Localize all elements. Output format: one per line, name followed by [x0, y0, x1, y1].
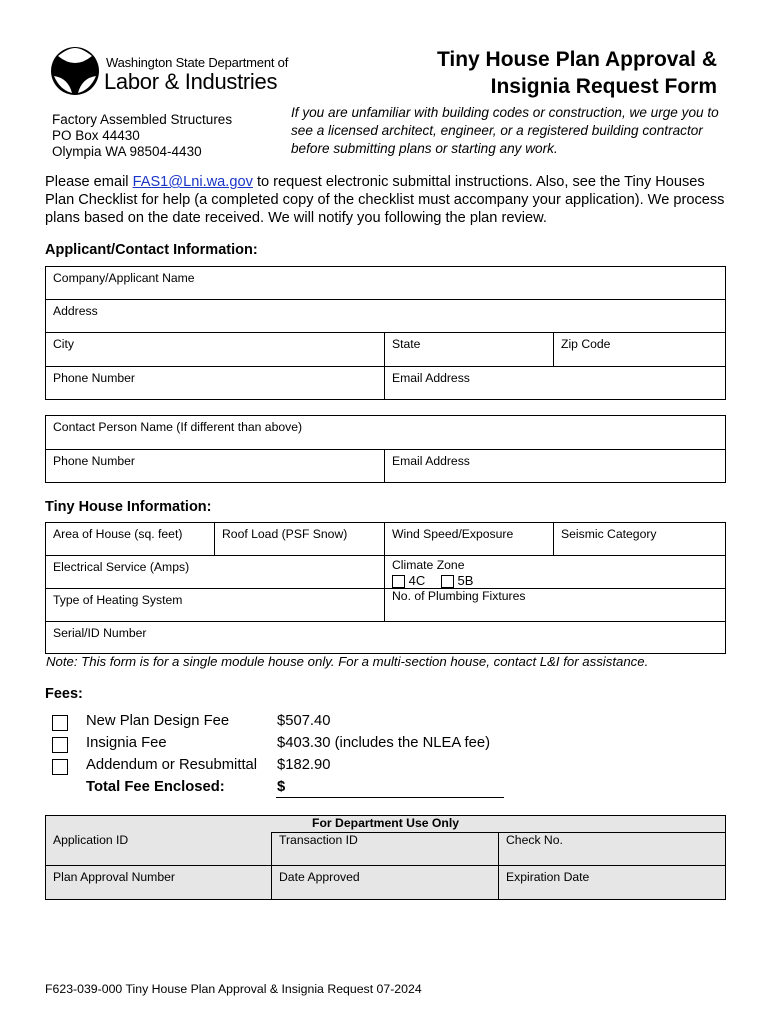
- address-line: Factory Assembled Structures: [52, 112, 233, 127]
- serial-label: Serial/ID Number: [53, 626, 147, 641]
- city-field[interactable]: [46, 333, 385, 367]
- total-fee-label: Total Fee Enclosed:: [86, 779, 225, 795]
- warning-text: If you are unfamiliar with building codes or construction, we urge you to see a licensed architect, engineer, or a registered building contractor before submitting plans or starting any work.: [291, 105, 719, 156]
- email-label: Email Address: [392, 371, 470, 385]
- heating-label: Type of Heating System: [53, 593, 183, 608]
- contact-email-field[interactable]: [385, 450, 726, 483]
- application-id-label: Application ID: [53, 832, 129, 847]
- heating-field[interactable]: [46, 589, 385, 622]
- climate-4c-label: 4C: [408, 573, 426, 588]
- note-text: Note: This form is for a single module house only. For a multi-section house, contact L&I for assistance.: [46, 654, 649, 669]
- area-label: Area of House (sq. feet): [53, 527, 183, 541]
- applicant-heading: Applicant/Contact Information:: [45, 242, 258, 258]
- fee-label: New Plan Design Fee: [86, 713, 230, 729]
- intro-paragraph: [45, 173, 735, 227]
- seismic-label: Seismic Category: [561, 527, 657, 541]
- form-title: [357, 46, 717, 100]
- contact-table: [45, 415, 726, 483]
- email-field[interactable]: [385, 367, 726, 400]
- electrical-label: Electrical Service (Amps): [53, 560, 190, 574]
- contact-name-label: Contact Person Name (If different than above): [53, 420, 303, 434]
- phone-label: Phone Number: [53, 371, 135, 385]
- fee-label: Insignia Fee: [86, 735, 167, 751]
- city-label: City: [53, 337, 74, 351]
- area-field[interactable]: [46, 523, 215, 556]
- date-approved-field: [272, 866, 499, 900]
- zip-label: Zip Code: [561, 337, 611, 351]
- fee-amount: $182.90: [277, 757, 331, 773]
- seismic-field[interactable]: [554, 523, 726, 556]
- company-name-label: Company/Applicant Name: [53, 271, 195, 285]
- climate-5b-label: 5B: [457, 573, 474, 588]
- intro-suffix: to request electronic submittal instructions. Also, see the Tiny Houses Plan Checklist for help (a completed copy of the checklist must accompany your application). We process plans based on the date received. We will notify you following the plan review.: [45, 174, 725, 226]
- total-fee-row: [52, 779, 522, 799]
- tiny-house-table: [45, 522, 726, 654]
- form-title-line2: Insignia Request Form: [490, 75, 717, 98]
- addendum-checkbox[interactable]: [52, 759, 68, 775]
- fee-amount: $507.40: [277, 713, 331, 729]
- climate-zone-label: Climate Zone: [392, 558, 465, 572]
- tiny-house-heading: Tiny House Information:: [45, 499, 212, 515]
- department-title: For Department Use Only: [46, 816, 726, 833]
- zip-field[interactable]: [554, 333, 726, 367]
- roof-load-field[interactable]: [215, 523, 385, 556]
- climate-5b-checkbox[interactable]: [441, 575, 454, 588]
- address-line: PO Box 44430: [52, 128, 140, 143]
- new-plan-checkbox[interactable]: [52, 715, 68, 731]
- mailing-address: [52, 112, 232, 160]
- plan-approval-label: Plan Approval Number: [53, 870, 175, 884]
- agency-name-large: Labor & Industries: [104, 69, 278, 94]
- wind-speed-label: Wind Speed/Exposure: [392, 527, 514, 541]
- fee-amount: $403.30 (includes the NLEA fee): [277, 735, 491, 751]
- address-line: Olympia WA 98504-4430: [52, 144, 202, 159]
- state-field[interactable]: [385, 333, 554, 367]
- electrical-field[interactable]: [46, 556, 385, 589]
- state-label: State: [392, 337, 421, 351]
- total-fee-input-line[interactable]: [276, 797, 504, 798]
- address-field[interactable]: [46, 300, 726, 333]
- climate-zone-field: [385, 556, 726, 589]
- contact-name-field[interactable]: [46, 416, 726, 450]
- intro-prefix: Please email: [45, 174, 133, 190]
- company-name-field[interactable]: [46, 267, 726, 300]
- expiration-field: [499, 866, 726, 900]
- form-number-footer: F623-039-000 Tiny House Plan Approval & Insignia Request 07-2024: [45, 982, 422, 996]
- transaction-id-label: Transaction ID: [279, 833, 358, 847]
- serial-field[interactable]: [46, 622, 726, 654]
- date-approved-label: Date Approved: [279, 870, 360, 884]
- expiration-label: Expiration Date: [506, 870, 590, 884]
- plan-approval-field: [46, 866, 272, 900]
- contact-phone-label: Phone Number: [53, 454, 135, 468]
- fee-item: [52, 713, 522, 733]
- fee-label: Addendum or Resubmittal: [86, 757, 258, 773]
- check-no-label: Check No.: [506, 833, 563, 847]
- plumbing-label: No. of Plumbing Fixtures: [392, 589, 526, 604]
- climate-4c-checkbox[interactable]: [392, 575, 405, 588]
- insignia-checkbox[interactable]: [52, 737, 68, 753]
- fee-item: [52, 757, 522, 777]
- roof-load-label: Roof Load (PSF Snow): [222, 527, 348, 541]
- check-no-field: [499, 833, 726, 866]
- contact-email-label: Email Address: [392, 454, 470, 468]
- applicant-table: [45, 266, 726, 400]
- lni-logo-icon: [50, 46, 100, 96]
- form-title-line1: Tiny House Plan Approval &: [436, 48, 717, 71]
- transaction-id-field: [272, 833, 499, 866]
- total-fee-currency: $: [277, 779, 286, 795]
- agency-name-small: Washington State Department of: [106, 55, 289, 70]
- address-label: Address: [53, 304, 98, 318]
- phone-field[interactable]: [46, 367, 385, 400]
- plumbing-field[interactable]: [385, 589, 726, 622]
- fees-heading: Fees:: [45, 686, 83, 702]
- email-link[interactable]: FAS1@Lni.wa.gov: [132, 174, 253, 190]
- wind-speed-field[interactable]: [385, 523, 554, 556]
- contact-phone-field[interactable]: [46, 450, 385, 483]
- department-table: [45, 815, 726, 900]
- fee-item: [52, 735, 522, 755]
- application-id-field: [46, 833, 272, 866]
